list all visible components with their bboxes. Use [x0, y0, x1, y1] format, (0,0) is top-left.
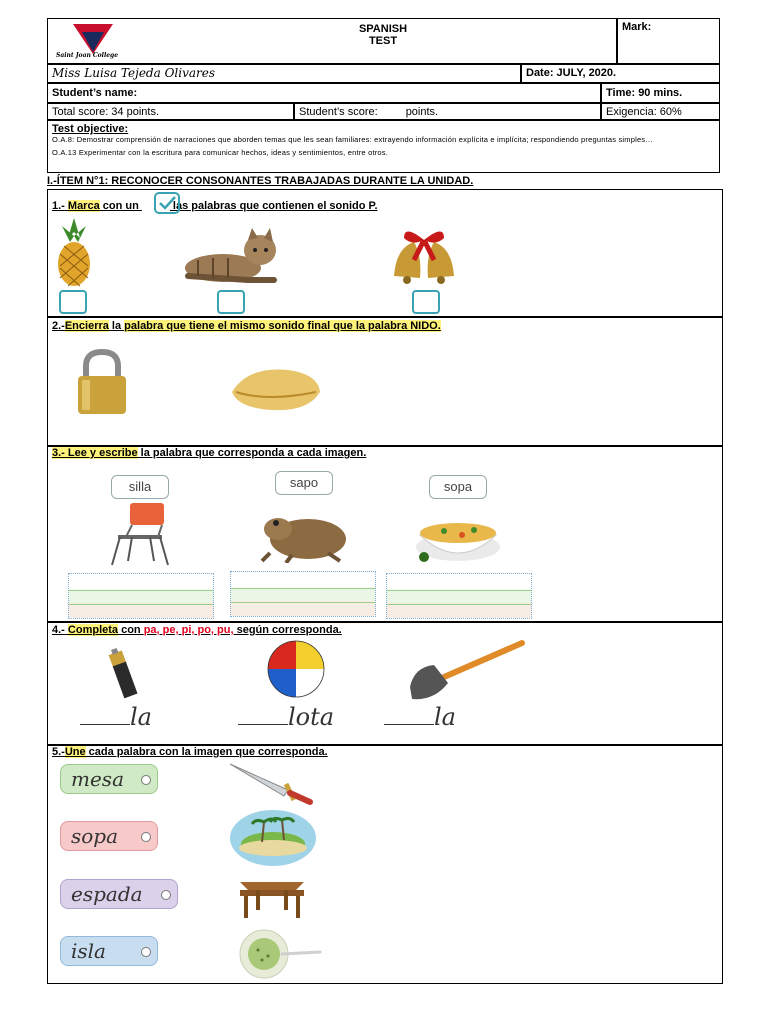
subject-title: SPANISH TEST	[358, 23, 408, 47]
question-2-box	[47, 317, 723, 446]
objective-cell	[47, 120, 720, 173]
objective-title: Test objective:	[52, 123, 129, 135]
word-tag-mesa[interactable]: mesa	[60, 764, 158, 794]
write-line-silla[interactable]	[68, 573, 214, 619]
question-5-text: 5.-Une cada palabra con la imagen que corresponda.	[52, 746, 328, 758]
date-cell: Date: JULY, 2020.	[521, 64, 720, 83]
island-icon	[228, 808, 318, 868]
write-line-sapo[interactable]	[230, 571, 376, 617]
label-silla: silla	[111, 475, 169, 499]
exigencia-cell: Exigencia: 60%	[601, 103, 720, 120]
question-1-text: 1.- Marca con un las palabras que contienen el sonido P.	[52, 200, 378, 212]
cat-icon	[178, 226, 283, 288]
question-2-text: 2.-Encierra la palabra que tiene el mismo sonido final que la palabra NIDO.	[52, 320, 441, 332]
word-tag-sopa[interactable]: sopa	[60, 821, 158, 851]
chair-icon	[110, 501, 172, 567]
word-tag-isla[interactable]: isla	[60, 936, 158, 966]
empanada-icon	[228, 362, 324, 416]
battery-icon	[106, 647, 142, 701]
item-title: I.-ÍTEM N°1: RECONOCER CONSONANTES TRABAJADAS DURANTE LA UNIDAD.	[47, 175, 474, 187]
padlock-icon	[74, 348, 130, 416]
school-logo-icon	[70, 22, 116, 56]
objective-1: O.A.8: Demostrar comprensión de narraciones que aborden temas que les sean familiares: extrayendo información explícita e implícita; respondiendo preguntas simples…	[52, 135, 654, 144]
table-icon	[234, 874, 310, 920]
blank-word-1[interactable]: la	[80, 703, 152, 731]
checkbox-cat[interactable]	[217, 290, 245, 314]
checkbox-bells[interactable]	[412, 290, 440, 314]
question-4-box	[47, 622, 723, 745]
toad-icon	[258, 507, 350, 563]
label-sapo: sapo	[275, 471, 333, 495]
student-name-cell: Student’s name:	[47, 83, 601, 103]
checkbox-pineapple[interactable]	[59, 290, 87, 314]
blank-word-2[interactable]: lota	[238, 703, 334, 731]
mark-cell: Mark:	[617, 18, 720, 64]
pineapple-icon	[54, 216, 94, 288]
title-cell	[47, 18, 617, 64]
time-cell: Time: 90 mins.	[601, 83, 720, 103]
student-score-cell: Student’s score: points.	[294, 103, 601, 120]
checkmark-icon	[154, 192, 180, 214]
teacher-cell	[47, 64, 521, 83]
soup-bowl-icon	[234, 928, 324, 980]
total-score-cell: Total score: 34 points.	[47, 103, 294, 120]
question-3-text: 3.- Lee y escribe la palabra que corresponda a cada imagen.	[52, 447, 367, 459]
school-name: Saint Joan College	[56, 52, 119, 59]
write-line-sopa[interactable]	[386, 573, 532, 619]
question-4-text: 4.- Completa con pa, pe, pi, po, pu, según corresponda.	[52, 624, 342, 636]
question-3-box	[47, 446, 723, 622]
label-sopa: sopa	[429, 475, 487, 499]
blank-word-3[interactable]: la	[384, 703, 456, 731]
teacher-signature: Miss Luisa Tejeda Olivares	[52, 66, 216, 80]
question-1-box	[47, 189, 723, 317]
bells-icon	[374, 226, 474, 286]
sword-icon	[228, 760, 318, 806]
soup-icon	[412, 511, 502, 565]
objective-2: O.A.13 Experimentar con la escritura para comunicar hechos, ideas y sentimientos, entre otros.	[52, 148, 389, 157]
question-5-box	[47, 745, 723, 984]
beach-ball-icon	[260, 639, 332, 699]
word-tag-espada[interactable]: espada	[60, 879, 178, 909]
shovel-icon	[404, 637, 528, 703]
header-table	[47, 18, 720, 173]
